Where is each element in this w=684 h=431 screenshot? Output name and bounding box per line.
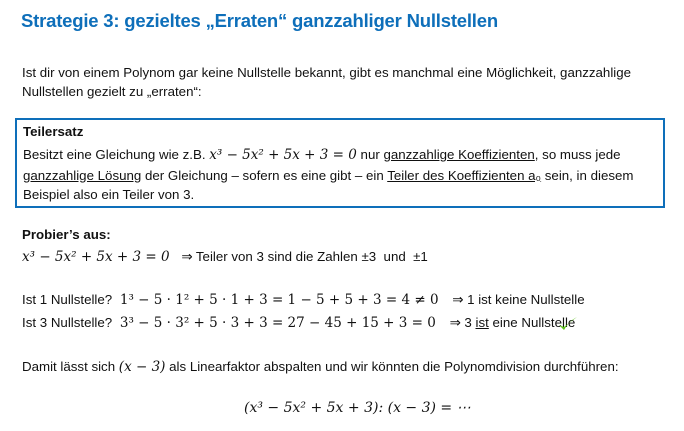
theorem-text (23, 145, 653, 205)
check-calculation: 1³ − 5 · 1² + 5 · 1 + 3 = 1 − 5 + 5 + 3 = 4 ≠ 0 (119, 292, 439, 308)
conclusion-text: Damit lässt sich (22, 359, 119, 374)
checkmark-icon (557, 315, 579, 333)
check-question: Ist 1 Nullstelle? (22, 292, 113, 307)
check-result: ⇒ 3 (449, 315, 476, 330)
linear-factor: (x − 3) (118, 359, 166, 375)
conclusion-text: als Linearfaktor abspalten und wir könnten die Polynomdivision durchführen: (165, 359, 619, 374)
underlined-term: Teiler des Koeffizienten a₀ (387, 167, 542, 183)
check-row-2 (22, 313, 575, 333)
theorem-text-part: Besitzt eine Gleichung wie z.B. (23, 147, 210, 162)
theorem-text-part: nur (356, 147, 384, 162)
underlined-term: ganzzahlige Koeffizienten (383, 147, 535, 162)
intro-paragraph: Ist dir von einem Polynom gar keine Nullstelle bekannt, gibt es manchmal eine Möglichkeit, ganzzahlige Nullstellen gezielt zu „erraten“: (22, 65, 632, 99)
check-calculation: 3³ − 5 · 3² + 5 · 3 + 3 = 27 − 45 + 15 + 3 = 0 (119, 315, 436, 331)
check-result: eine Nullstelle (488, 315, 576, 330)
try-equation: x³ − 5x² + 5x + 3 = 0 (22, 249, 170, 265)
check-result: ⇒ 1 ist keine Nullstelle (452, 292, 585, 307)
try-equation-line (22, 247, 428, 267)
theorem-text-part: der Gleichung – sofern es eine gibt – ein (141, 167, 388, 183)
underlined-term: ganzzahlige Lösung (23, 167, 142, 183)
theorem-text-part: sein, in diesem Beispiel also ein Teiler von 3. (23, 167, 634, 202)
theorem-box (15, 118, 665, 208)
theorem-text-part: , so muss jede (534, 147, 621, 162)
check-result-emphasis: ist (475, 315, 489, 330)
conclusion-line (22, 357, 619, 377)
try-implication: ⇒ Teiler von 3 sind die Zahlen ±3 und ±1 (181, 249, 428, 264)
theorem-heading: Teilersatz (23, 124, 84, 139)
try-heading: Probier’s aus: (22, 227, 111, 242)
check-row-1 (22, 290, 585, 310)
page-title: Strategie 3: gezieltes „Erraten“ ganzzahliger Nullstellen (21, 10, 498, 31)
theorem-equation: x³ − 5x² + 5x + 3 = 0 (209, 147, 357, 163)
check-question: Ist 3 Nullstelle? (22, 315, 113, 330)
division-equation: (x³ − 5x² + 5x + 3): (x − 3) = ⋯ (244, 400, 471, 416)
